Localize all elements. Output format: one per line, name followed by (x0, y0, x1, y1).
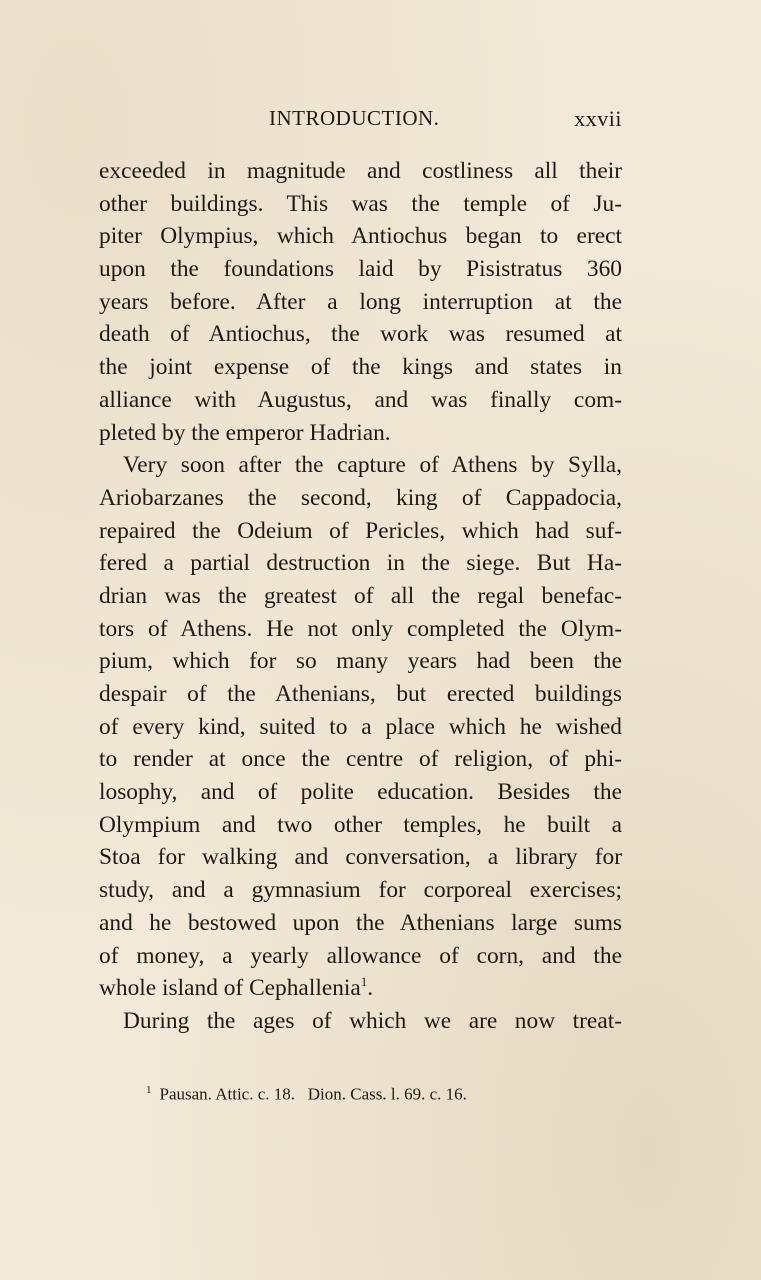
text-line: alliance with Augustus, and was finally com- (99, 386, 622, 413)
text-line: the joint expense of the kings and states in (99, 354, 622, 381)
footnote-text: Pausan. Attic. c. 18. Dion. Cass. l. 69. c. 16. (159, 1084, 467, 1104)
text-line: pleted by the emperor Hadrian. (99, 419, 391, 446)
text-line: upon the foundations laid by Pisistratus 360 (99, 256, 622, 283)
text-line: of every kind, suited to a place which he wished (99, 713, 622, 740)
text-line: other buildings. This was the temple of Ju- (99, 190, 622, 217)
text-line: pium, which for so many years had been the (99, 648, 622, 675)
text-line: Ariobarzanes the second, king of Cappadocia, (99, 484, 622, 511)
text-line: to render at once the centre of religion, of phi- (99, 746, 622, 773)
text-line: Very soon after the capture of Athens by Sylla, (123, 452, 622, 479)
text-line: study, and a gymnasium for corporeal exercises; (99, 877, 622, 904)
footnote-reference: 1 (360, 974, 368, 990)
text-line: During the ages of which we are now treat- (123, 1007, 622, 1034)
text-line: losophy, and of polite education. Besides the (99, 779, 622, 806)
footnote (146, 1084, 616, 1105)
text-line-with-footnote (99, 972, 622, 1005)
page-number: xxvii (574, 106, 622, 131)
text-line: Stoa for walking and conversation, a library for (99, 844, 622, 871)
text-line: tors of Athens. He not only completed the Olym- (99, 615, 622, 642)
text-line: despair of the Athenians, but erected buildings (99, 681, 622, 707)
footnote-mark: 1 (146, 1084, 152, 1096)
running-head (99, 106, 622, 136)
text-line: exceeded in magnitude and costliness all their (99, 158, 622, 184)
text-line: piter Olympius, which Antiochus began to erect (99, 223, 622, 250)
text-line: drian was the greatest of all the regal benefac- (99, 582, 622, 609)
text-line: years before. After a long interruption at the (99, 288, 622, 315)
text-line: fered a partial destruction in the siege. But Ha- (99, 550, 622, 577)
text-line: and he bestowed upon the Athenians large sums (99, 909, 622, 936)
running-title: INTRODUCTION. (269, 106, 440, 130)
text-line: repaired the Odeium of Pericles, which had suf- (99, 517, 622, 544)
text-line: of money, a yearly allowance of corn, and the (99, 942, 622, 969)
text-line: Olympium and two other temples, he built a (99, 811, 622, 838)
text-fragment: whole island of Cephallenia (99, 975, 361, 1002)
text-line: death of Antiochus, the work was resumed at (99, 321, 622, 348)
body-text (99, 155, 622, 1038)
end-punctuation: . (367, 975, 374, 1002)
